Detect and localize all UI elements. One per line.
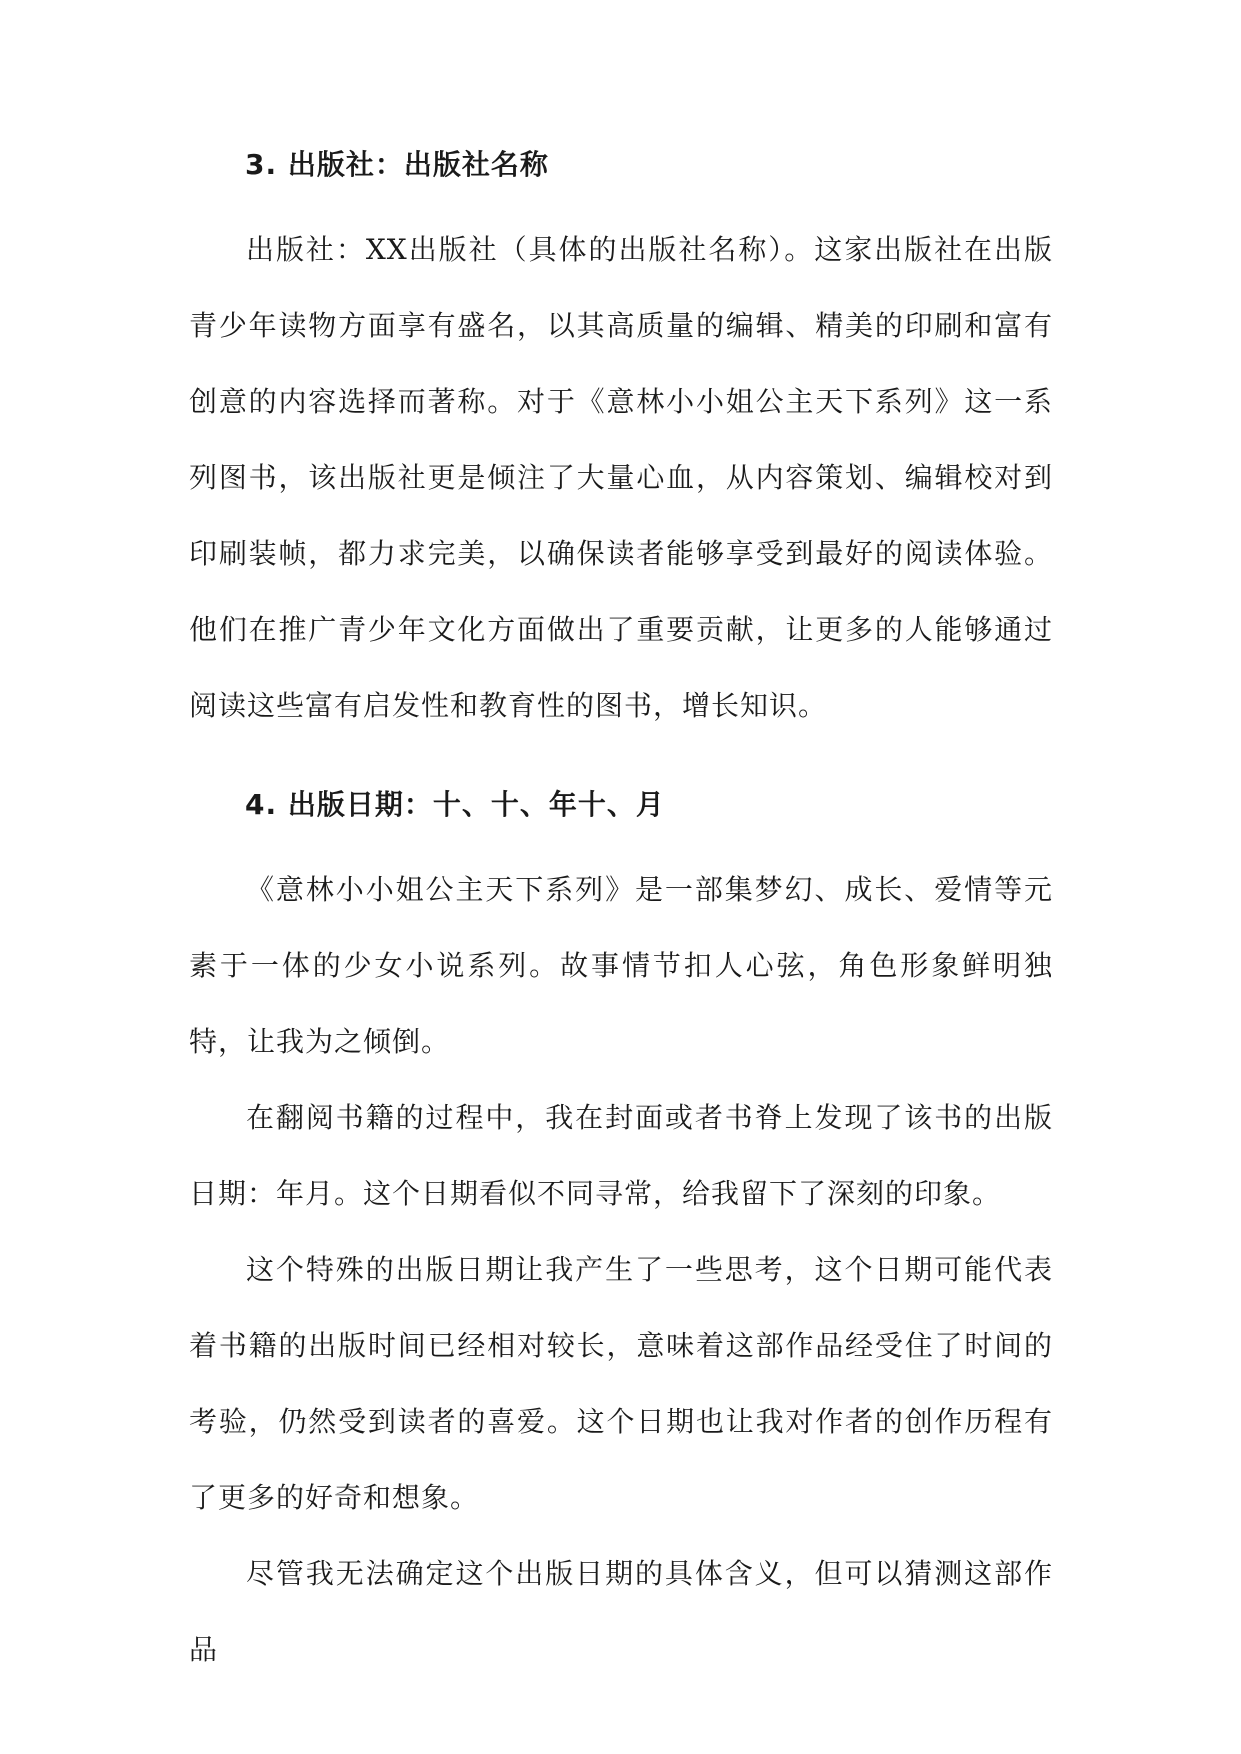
section-4-paragraph-4: 尽管我无法确定这个出版日期的具体含义，但可以猜测这部作品 <box>189 1557 1053 1666</box>
section-3-paragraph: 出版社：XX出版社（具体的出版社名称）。这家出版社在出版青少年读物方面享有盛名，以其高质量的编辑、精美的印刷和富有创意的内容选择而著称。对于《意林小小姐公主天下系列》这一系列图书，该出版社更是倾注了大量心血，从内容策划、编辑校对到印刷装帧，都力求完美，以确保读者能够享受到最好的阅读体验。他们在推广青少年文化方面做出了重要贡献，让更多的人能够通过阅读这些富有启发性和教育性的图书，增长知识。 <box>189 233 1053 722</box>
section-4-paragraph-3: 这个特殊的出版日期让我产生了一些思考，这个日期可能代表着书籍的出版时间已经相对较长，意味着这部作品经受住了时间的考验，仍然受到读者的喜爱。这个日期也让我对作者的创作历程有了更多的好奇和想象。 <box>189 1253 1053 1514</box>
section-3-heading: 3. 出版社：出版社名称 <box>245 148 549 181</box>
section-4-paragraph-1: 《意林小小姐公主天下系列》是一部集梦幻、成长、爱情等元素于一体的少女小说系列。故事情节扣人心弦，角色形象鲜明独特，让我为之倾倒。 <box>189 873 1053 1058</box>
section-4-paragraph-2: 在翻阅书籍的过程中，我在封面或者书脊上发现了该书的出版日期：年月。这个日期看似不同寻常，给我留下了深刻的印象。 <box>189 1101 1053 1210</box>
section-4-heading: 4. 出版日期：十、十、年十、月 <box>245 788 665 821</box>
document-page <box>189 140 1053 1688</box>
